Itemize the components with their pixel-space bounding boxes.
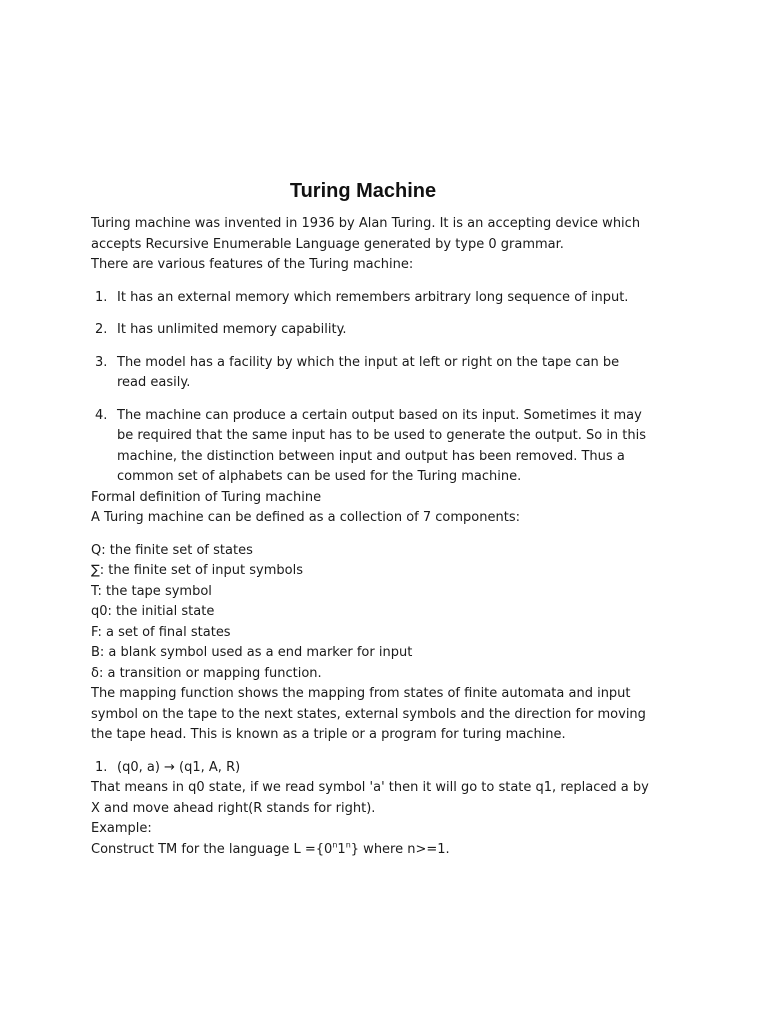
component-item: B: a blank symbol used as a end marker for input — [91, 645, 413, 660]
features-list — [91, 288, 651, 488]
list-item — [91, 353, 651, 394]
list-number: 1. — [95, 289, 108, 305]
intro-paragraph: Turing machine was invented in 1936 by Alan Turing. It is an accepting device which accepts Recursive Enumerable Language generated by type 0 grammar. — [91, 216, 641, 252]
list-number: 3. — [95, 354, 108, 370]
component-item: Q: the finite set of states — [91, 542, 253, 558]
list-item — [91, 288, 651, 309]
formal-definition-heading: Formal definition of Turing machine — [91, 489, 322, 505]
list-number: 4. — [95, 407, 108, 423]
construct-prefix: Construct TM for the language L ={0 — [91, 841, 333, 857]
meaning-paragraph: That means in q0 state, if we read symbol 'a' then it will go to state q1, replaced a by X and move ahead right(R stands for right). — [91, 780, 649, 816]
list-text: The machine can produce a certain output based on its input. Sometimes it may be required that the same input has to be used to generate the output. So in this machine, the distinction between input and output has been removed. Thus a common set of alphabets can be used for the Turing machine. — [117, 407, 647, 484]
construct-suffix: } where n>=1. — [350, 841, 450, 857]
components-list — [91, 541, 651, 685]
list-item — [91, 406, 651, 488]
page-title: Turing Machine — [289, 180, 437, 202]
list-item — [91, 320, 651, 341]
list-number: 1. — [95, 759, 108, 775]
components-heading: A Turing machine can be defined as a collection of 7 components: — [91, 510, 520, 525]
mapping-paragraph: The mapping function shows the mapping from states of finite automata and input symbol on the tape to the next states, external symbols and the direction for moving the tape head. This is known as a triple or a program for turing machine. — [91, 686, 646, 742]
list-number: 2. — [95, 322, 108, 337]
component-item: F: a set of final states — [91, 624, 231, 640]
list-text: The model has a facility by which the input at left or right on the tape can be read easily. — [117, 354, 620, 390]
list-text: It has unlimited memory capability. — [117, 322, 347, 337]
component-item: ∑: the finite set of input symbols — [91, 563, 303, 578]
component-item: q0: the initial state — [91, 604, 215, 619]
document-body — [91, 214, 651, 860]
features-heading: There are various features of the Turing machine: — [91, 257, 414, 272]
list-text: (q0, a) → (q1, A, R) — [117, 759, 241, 775]
component-item: δ: a transition or mapping function. — [91, 665, 322, 681]
construct-exponent: n — [345, 840, 351, 850]
example-heading: Example: — [91, 821, 152, 836]
construct-paragraph — [91, 840, 651, 861]
component-item: T: the tape symbol — [91, 583, 212, 599]
construct-mid: 1 — [337, 841, 346, 857]
construct-exponent: n — [332, 840, 338, 850]
triple-list — [91, 758, 651, 779]
list-item — [91, 758, 651, 779]
list-text: It has an external memory which remembers arbitrary long sequence of input. — [117, 289, 629, 305]
